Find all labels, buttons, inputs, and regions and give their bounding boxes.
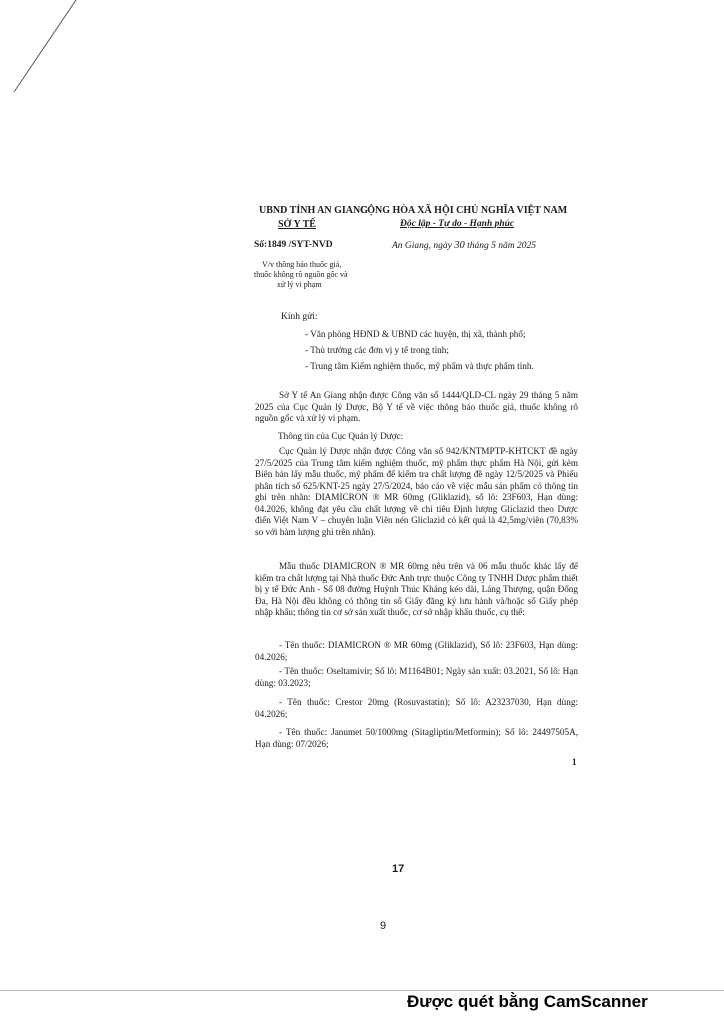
- department-name: SỞ Y TẾ: [278, 219, 316, 230]
- nation-motto: Độc lập - Tự do - Hạnh phúc: [400, 219, 515, 229]
- recipient-item: - Văn phòng HĐND & UBND các huyện, thị xã, thành phố;: [305, 329, 526, 339]
- intro-paragraph: Sở Y tế An Giang nhận được Công văn số 1444/QLD-CL ngày 29 tháng 5 năm 2025 của Cục Quản lý Dược, Bộ Y tế về việc thông báo thuốc giả, thuốc không rõ nguồn gốc và xử lý vi phạm.: [255, 390, 578, 423]
- info-paragraph-1: Cục Quản lý Dược nhận được Công văn số 942/KNTMPTP-KHTCKT đề ngày 27/5/2025 của Trung tâm kiểm nghiệm thuốc, mỹ phẩm thực phẩm Hà Nội, gửi kèm Biên bản lấy mẫu thuốc, mỹ phẩm để kiểm tra chất lượng đề ngày 12/5/2025 và Phiếu phân tích số 625/KNT-25 ngày 27/5/2024, báo cáo về việc mẫu sản phẩm có thông tin ghi trên nhãn: DIAMICRON ® MR 60mg (Gliklazid), số lô: 23F603, Hạn dùng: 04.2026, không đạt yêu cầu chất lượng về chỉ tiêu Định lượng Gliclazid theo Dược điển Việt Nam V – chuyên luận Viên nén Gliclazid có kết quả là 42,5mg/viên (70,83% so với hàm lượng ghi trên nhãn).: [255, 446, 578, 537]
- drug-item: - Tên thuốc: Crestor 20mg (Rosuvastatin); Số lô: A23237030, Hạn dùng: 04.2026;: [255, 697, 578, 719]
- drug-item: - Tên thuốc: Oseltamivir; Số lô: M1164B01; Ngày sản xuất: 03.2021, Số lô: Hạn dùng: 03.2023;: [255, 666, 578, 688]
- date-month: 5: [491, 241, 496, 251]
- scan-corner-line: [0, 0, 724, 120]
- recipients-label: Kính gửi:: [281, 312, 318, 322]
- subject-line-3: xử lý vi phạm: [277, 280, 322, 289]
- date-year: năm 2025: [498, 241, 537, 251]
- drug-item: - Tên thuốc: Janumet 50/1000mg (Sitagliptin/Metformin); Số lô: 24497505A, Hạn dùng: 07/2026;: [255, 727, 578, 749]
- stamp-page-number: 17: [392, 863, 405, 875]
- drug-item: - Tên thuốc: DIAMICRON ® MR 60mg (Gliklazid), Số lô: 23F603, Hạn dùng: 04.2026;: [255, 640, 578, 662]
- recipient-item: - Trung tâm Kiểm nghiệm thuốc, mỹ phẩm và thực phẩm tỉnh.: [305, 361, 534, 371]
- subject-line-1: V/v thông báo thuốc giả,: [262, 260, 342, 269]
- agency-name: UBND TỈNH AN GIANG: [259, 205, 368, 216]
- camscanner-watermark: Được quét bằng CamScanner: [407, 992, 648, 1011]
- subject-line-2: thuốc không rõ nguồn gốc và: [254, 270, 348, 279]
- recipient-item: - Thủ trưởng các đơn vị y tế trong tỉnh;: [305, 345, 449, 355]
- info-paragraph-2: Mẫu thuốc DIAMICRON ® MR 60mg nêu trên và 06 mẫu thuốc khác lấy để kiểm tra chất lượng tại Nhà thuốc Đức Anh trực thuộc Công ty TNHH Dược phẩm thiết bị y tế Đức Anh - Số 08 đường Huỳnh Thúc Kháng kéo dài, Láng Thượng, quận Đống Đa, Hà Nội đều không có thông tin số Giấy đăng ký lưu hành và/hoặc số Giấy phép nhập khẩu; thông tin cơ sở sản xuất thuốc, cơ sở nhập khẩu thuốc, cụ thể:: [255, 561, 578, 617]
- document-date: [392, 241, 536, 252]
- date-prefix: An Giang, ngày: [392, 241, 452, 251]
- page-marker: 1: [572, 757, 577, 767]
- date-day: 30: [454, 240, 465, 251]
- nation-title: CỘNG HÒA XÃ HỘI CHỦ NGHĨA VIỆT NAM: [360, 205, 568, 216]
- page-bottom-edge: [0, 990, 724, 991]
- document-number: Số:1849 /SYT-NVD: [254, 240, 333, 250]
- info-heading: Thông tin của Cục Quản lý Dược:: [278, 431, 404, 441]
- date-month-prefix: tháng: [467, 241, 489, 251]
- stamp-page-number: 9: [380, 920, 387, 932]
